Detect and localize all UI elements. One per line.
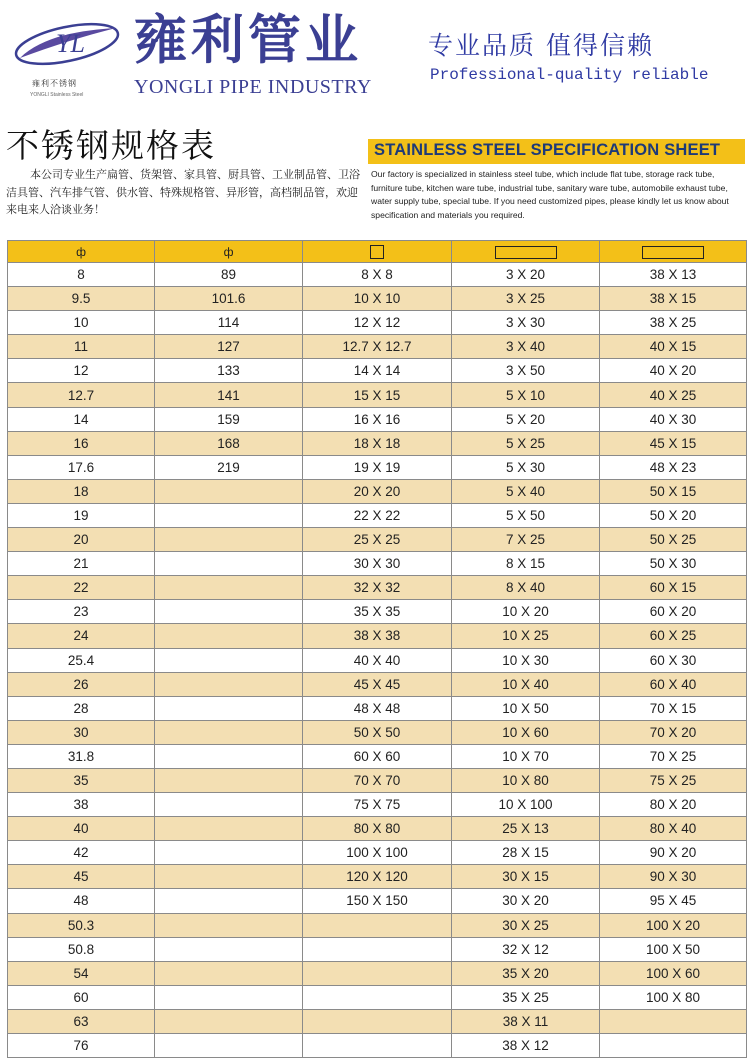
table-cell: 35 X 25 xyxy=(452,985,600,1009)
table-cell: 100 X 60 xyxy=(600,961,747,985)
table-cell: 24 xyxy=(8,624,155,648)
table-cell xyxy=(155,1034,303,1058)
table-cell: 30 X 30 xyxy=(303,552,452,576)
table-cell xyxy=(303,937,452,961)
table-cell: 20 X 20 xyxy=(303,479,452,503)
table-cell: 3 X 30 xyxy=(452,311,600,335)
table-cell: 38 X 38 xyxy=(303,624,452,648)
table-cell: 30 X 25 xyxy=(452,913,600,937)
table-cell: 12 xyxy=(8,359,155,383)
table-cell: 8 xyxy=(8,263,155,287)
table-cell: 38 X 25 xyxy=(600,311,747,335)
table-cell: 45 X 45 xyxy=(303,672,452,696)
table-cell: 10 X 40 xyxy=(452,672,600,696)
table-cell xyxy=(155,672,303,696)
table-cell xyxy=(303,985,452,1009)
intro-text-cn xyxy=(6,166,366,219)
table-cell: 18 X 18 xyxy=(303,431,452,455)
table-cell: 100 X 20 xyxy=(600,913,747,937)
table-cell: 40 xyxy=(8,817,155,841)
table-row xyxy=(8,624,747,648)
table-row xyxy=(8,744,747,768)
table-cell: 10 xyxy=(8,311,155,335)
table-cell: 60 X 40 xyxy=(600,672,747,696)
table-cell xyxy=(303,1034,452,1058)
table-row xyxy=(8,263,747,287)
table-cell xyxy=(155,503,303,527)
table-cell: 10 X 50 xyxy=(452,696,600,720)
table-row xyxy=(8,1034,747,1058)
table-cell: 38 X 12 xyxy=(452,1034,600,1058)
table-cell: 100 X 80 xyxy=(600,985,747,1009)
table-cell: 28 X 15 xyxy=(452,841,600,865)
table-row xyxy=(8,768,747,792)
table-cell: 38 X 11 xyxy=(452,1009,600,1033)
table-row xyxy=(8,720,747,744)
table-cell: 35 xyxy=(8,768,155,792)
table-cell: 219 xyxy=(155,455,303,479)
table-cell: 10 X 25 xyxy=(452,624,600,648)
table-cell: 70 X 20 xyxy=(600,720,747,744)
spec-table-header xyxy=(8,241,747,263)
table-cell: 100 X 50 xyxy=(600,937,747,961)
table-cell: 38 X 13 xyxy=(600,263,747,287)
table-cell xyxy=(155,768,303,792)
table-cell: 50 X 20 xyxy=(600,503,747,527)
table-row xyxy=(8,985,747,1009)
table-cell: 100 X 100 xyxy=(303,841,452,865)
table-cell: 60 X 15 xyxy=(600,576,747,600)
table-cell: 48 xyxy=(8,889,155,913)
table-cell: 101.6 xyxy=(155,287,303,311)
table-cell xyxy=(155,793,303,817)
brand-name-cn: 雍利管业 xyxy=(134,9,362,71)
table-row xyxy=(8,672,747,696)
table-cell: 89 xyxy=(155,263,303,287)
intro-text-cn-body: 本公司专业生产扁管、货架管、家具管、厨具管、工业制品管、卫浴洁具管、汽车排气管、供水管、特殊规格管、异形管，高档制品管，欢迎来电来人洽谈业务！ xyxy=(6,168,360,216)
header-square xyxy=(303,241,452,263)
table-cell: 50 X 30 xyxy=(600,552,747,576)
table-row xyxy=(8,503,747,527)
table-cell: 80 X 40 xyxy=(600,817,747,841)
logo-caption-cn: 雍利不锈钢 xyxy=(32,79,77,88)
table-cell: 50 X 15 xyxy=(600,479,747,503)
table-cell: 40 X 15 xyxy=(600,335,747,359)
table-cell: 50 X 50 xyxy=(303,720,452,744)
table-cell: 30 X 15 xyxy=(452,865,600,889)
table-row xyxy=(8,552,747,576)
table-cell: 8 X 40 xyxy=(452,576,600,600)
table-cell: 90 X 30 xyxy=(600,865,747,889)
table-cell: 3 X 25 xyxy=(452,287,600,311)
table-cell xyxy=(303,961,452,985)
table-row xyxy=(8,455,747,479)
table-cell: 40 X 30 xyxy=(600,407,747,431)
table-cell: 38 xyxy=(8,793,155,817)
square-outline-icon xyxy=(370,245,384,259)
table-row xyxy=(8,383,747,407)
table-cell: 133 xyxy=(155,359,303,383)
table-cell: 159 xyxy=(155,407,303,431)
table-cell: 32 X 12 xyxy=(452,937,600,961)
header-row xyxy=(8,241,747,263)
table-cell: 12.7 xyxy=(8,383,155,407)
intro-text-en: Our factory is specialized in stainless steel tube, which include flat tube, storage rack tube, furniture tube, kitchen ware tube, industrial tube, sanitary ware tube, automobile exhaust tube, water supply tube, special tube. If you need customized pipes, please kindly let us know about specification and materials you required. xyxy=(371,169,729,220)
table-cell xyxy=(155,913,303,937)
table-cell: 5 X 50 xyxy=(452,503,600,527)
header-round-diameter-1: ф xyxy=(8,241,155,263)
table-cell: 141 xyxy=(155,383,303,407)
table-row xyxy=(8,287,747,311)
page-header xyxy=(0,0,750,104)
table-cell: 23 xyxy=(8,600,155,624)
logo-caption-en: YONGLI Stainless Steel xyxy=(30,92,84,98)
table-cell xyxy=(303,1009,452,1033)
table-cell xyxy=(155,937,303,961)
slogan-en: Professional-quality reliable xyxy=(430,66,709,84)
table-cell: 80 X 80 xyxy=(303,817,452,841)
table-cell: 9.5 xyxy=(8,287,155,311)
table-cell: 168 xyxy=(155,431,303,455)
table-cell: 40 X 25 xyxy=(600,383,747,407)
table-row xyxy=(8,1009,747,1033)
table-cell: 50 X 25 xyxy=(600,528,747,552)
table-cell: 50.8 xyxy=(8,937,155,961)
table-cell: 60 X 25 xyxy=(600,624,747,648)
table-cell: 25 X 25 xyxy=(303,528,452,552)
table-cell: 30 X 20 xyxy=(452,889,600,913)
table-cell: 40 X 40 xyxy=(303,648,452,672)
table-cell: 5 X 25 xyxy=(452,431,600,455)
header-rectangle-1 xyxy=(452,241,600,263)
table-cell xyxy=(155,1009,303,1033)
table-row xyxy=(8,359,747,383)
table-cell xyxy=(155,720,303,744)
table-cell: 114 xyxy=(155,311,303,335)
table-cell: 19 X 19 xyxy=(303,455,452,479)
table-cell: 19 xyxy=(8,503,155,527)
table-cell: 60 X 20 xyxy=(600,600,747,624)
table-cell: 50.3 xyxy=(8,913,155,937)
table-cell: 95 X 45 xyxy=(600,889,747,913)
table-cell xyxy=(155,552,303,576)
table-cell: 30 xyxy=(8,720,155,744)
spec-table-body xyxy=(8,263,747,1058)
table-cell: 10 X 30 xyxy=(452,648,600,672)
table-cell: 3 X 20 xyxy=(452,263,600,287)
table-cell: 3 X 40 xyxy=(452,335,600,359)
spec-title-cn: 不锈钢规格表 xyxy=(6,126,216,165)
table-cell: 76 xyxy=(8,1034,155,1058)
table-cell: 15 X 15 xyxy=(303,383,452,407)
table-cell xyxy=(155,528,303,552)
table-cell: 35 X 35 xyxy=(303,600,452,624)
table-cell xyxy=(155,985,303,1009)
table-cell xyxy=(155,479,303,503)
table-cell: 18 xyxy=(8,479,155,503)
table-cell xyxy=(155,961,303,985)
table-cell: 54 xyxy=(8,961,155,985)
table-cell xyxy=(155,624,303,648)
table-cell: 10 X 20 xyxy=(452,600,600,624)
table-row xyxy=(8,937,747,961)
table-cell: 3 X 50 xyxy=(452,359,600,383)
brand-name-en: YONGLI PIPE INDUSTRY xyxy=(134,76,372,98)
table-cell xyxy=(155,576,303,600)
table-cell xyxy=(155,889,303,913)
table-row xyxy=(8,479,747,503)
table-cell: 80 X 20 xyxy=(600,793,747,817)
table-cell: 17.6 xyxy=(8,455,155,479)
table-cell: 45 X 15 xyxy=(600,431,747,455)
table-cell: 32 X 32 xyxy=(303,576,452,600)
table-row xyxy=(8,696,747,720)
table-cell: 12 X 12 xyxy=(303,311,452,335)
table-row xyxy=(8,431,747,455)
table-cell: 42 xyxy=(8,841,155,865)
table-cell: 75 X 25 xyxy=(600,768,747,792)
spec-title-en: STAINLESS STEEL SPECIFICATION SHEET xyxy=(374,141,721,159)
table-row xyxy=(8,576,747,600)
table-cell: 48 X 48 xyxy=(303,696,452,720)
table-cell: 127 xyxy=(155,335,303,359)
table-cell: 8 X 8 xyxy=(303,263,452,287)
table-cell: 150 X 150 xyxy=(303,889,452,913)
table-cell xyxy=(155,817,303,841)
table-cell: 5 X 10 xyxy=(452,383,600,407)
logo-letters: YL xyxy=(56,29,85,58)
table-cell xyxy=(155,841,303,865)
table-cell: 21 xyxy=(8,552,155,576)
table-cell: 5 X 20 xyxy=(452,407,600,431)
table-cell: 10 X 60 xyxy=(452,720,600,744)
table-cell: 16 X 16 xyxy=(303,407,452,431)
rectangle-outline-icon xyxy=(495,246,557,259)
table-row xyxy=(8,841,747,865)
table-cell: 60 xyxy=(8,985,155,1009)
spec-table xyxy=(7,240,747,1058)
table-cell: 70 X 25 xyxy=(600,744,747,768)
table-cell: 45 xyxy=(8,865,155,889)
table-cell: 40 X 20 xyxy=(600,359,747,383)
yongli-logo-icon xyxy=(12,14,122,74)
table-row xyxy=(8,335,747,359)
table-cell: 8 X 15 xyxy=(452,552,600,576)
table-row xyxy=(8,961,747,985)
header-round-diameter-2: ф xyxy=(155,241,303,263)
table-cell: 22 xyxy=(8,576,155,600)
table-cell: 31.8 xyxy=(8,744,155,768)
table-cell: 70 X 70 xyxy=(303,768,452,792)
table-cell: 22 X 22 xyxy=(303,503,452,527)
table-cell: 75 X 75 xyxy=(303,793,452,817)
table-cell: 38 X 15 xyxy=(600,287,747,311)
table-cell: 63 xyxy=(8,1009,155,1033)
table-row xyxy=(8,311,747,335)
table-cell: 28 xyxy=(8,696,155,720)
table-cell: 90 X 20 xyxy=(600,841,747,865)
table-cell xyxy=(600,1034,747,1058)
table-row xyxy=(8,913,747,937)
table-cell: 11 xyxy=(8,335,155,359)
table-cell: 25 X 13 xyxy=(452,817,600,841)
table-cell: 25.4 xyxy=(8,648,155,672)
table-cell xyxy=(155,648,303,672)
table-cell: 70 X 15 xyxy=(600,696,747,720)
table-row xyxy=(8,865,747,889)
table-row xyxy=(8,407,747,431)
table-cell: 60 X 60 xyxy=(303,744,452,768)
table-row xyxy=(8,817,747,841)
table-cell: 20 xyxy=(8,528,155,552)
table-row xyxy=(8,648,747,672)
table-cell: 10 X 70 xyxy=(452,744,600,768)
table-cell xyxy=(155,744,303,768)
table-row xyxy=(8,600,747,624)
table-cell xyxy=(303,913,452,937)
table-cell: 60 X 30 xyxy=(600,648,747,672)
slogan-cn: 专业品质 值得信赖 xyxy=(428,31,654,60)
rectangle-outline-icon xyxy=(642,246,704,259)
table-cell xyxy=(155,865,303,889)
table-cell: 12.7 X 12.7 xyxy=(303,335,452,359)
table-cell: 48 X 23 xyxy=(600,455,747,479)
table-cell: 16 xyxy=(8,431,155,455)
table-cell: 10 X 10 xyxy=(303,287,452,311)
table-cell: 14 X 14 xyxy=(303,359,452,383)
table-cell: 5 X 40 xyxy=(452,479,600,503)
table-cell xyxy=(600,1009,747,1033)
table-cell: 14 xyxy=(8,407,155,431)
table-cell: 26 xyxy=(8,672,155,696)
table-cell: 10 X 80 xyxy=(452,768,600,792)
table-row xyxy=(8,793,747,817)
table-cell: 10 X 100 xyxy=(452,793,600,817)
table-cell: 5 X 30 xyxy=(452,455,600,479)
table-cell: 7 X 25 xyxy=(452,528,600,552)
spec-title-en-banner xyxy=(368,139,745,164)
table-cell xyxy=(155,696,303,720)
header-rectangle-2 xyxy=(600,241,747,263)
table-cell: 35 X 20 xyxy=(452,961,600,985)
table-cell xyxy=(155,600,303,624)
table-row xyxy=(8,528,747,552)
table-row xyxy=(8,889,747,913)
table-cell: 120 X 120 xyxy=(303,865,452,889)
